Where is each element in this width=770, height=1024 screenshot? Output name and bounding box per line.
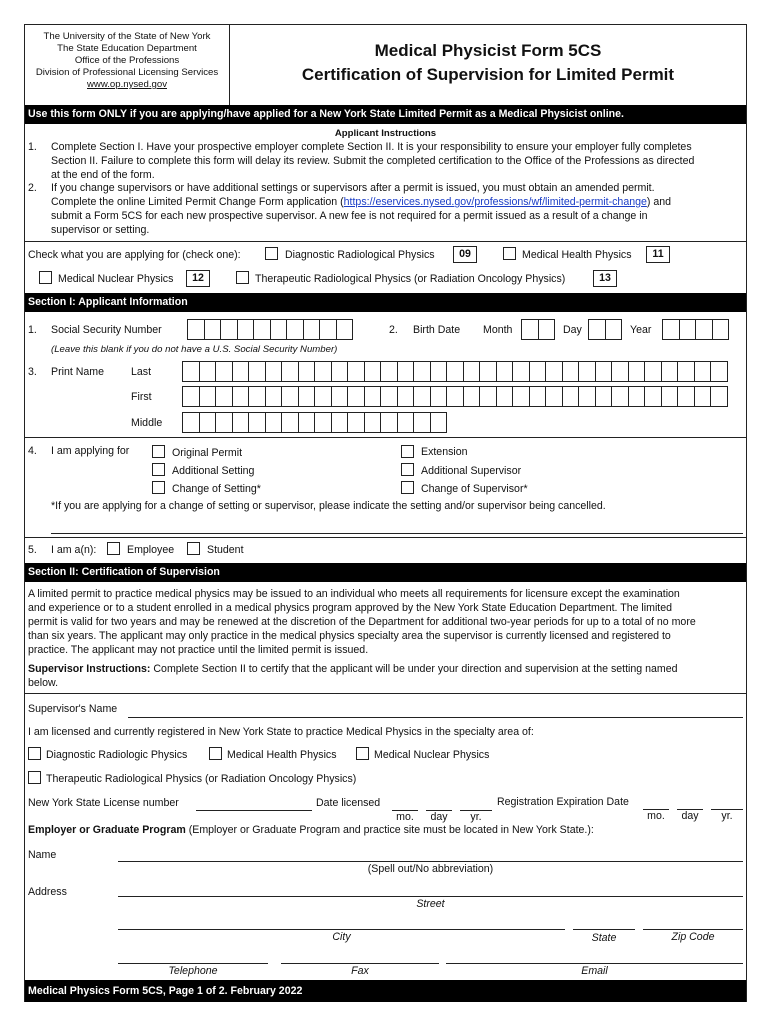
zip-line[interactable] [643, 929, 743, 930]
date-licensed-label: Date licensed [316, 797, 381, 809]
instruction-text: submit a Form 5CS for each new prospective supervisor. A new fee is not required for a permit issued as a result of a change in [51, 210, 648, 222]
field-number: 5. [28, 544, 37, 556]
yr-caption: yr. [470, 811, 482, 823]
agency-website-link[interactable]: www.op.nysed.gov [87, 79, 167, 90]
apply-option-label: Change of Setting* [172, 483, 261, 495]
supervisor-instructions-heading: Supervisor Instructions: [28, 663, 151, 675]
divider [25, 537, 746, 538]
supervisor-name-line[interactable] [128, 717, 743, 718]
supervisor-instructions-text: Complete Section II to certify that the applicant will be under your direction and supervision at the setting named [150, 663, 678, 675]
zip-caption: Zip Code [671, 931, 715, 943]
city-caption: City [332, 931, 351, 943]
employer-name-line[interactable] [118, 861, 743, 862]
divider [25, 693, 746, 694]
student-label: Student [207, 544, 244, 556]
first-name-grid[interactable] [182, 386, 728, 407]
address-label: Address [28, 886, 67, 898]
agency-line: Office of the Professions [74, 55, 180, 66]
birth-day-grid[interactable] [588, 319, 622, 340]
supervisor-instructions-text: below. [28, 677, 59, 689]
option-label: Diagnostic Radiological Physics [285, 249, 435, 261]
code-box: 11 [646, 246, 670, 263]
apply-option-label: Additional Supervisor [421, 465, 522, 477]
spell-out-caption: (Spell out/No abbreviation) [367, 863, 494, 875]
section2-paragraph: than six years. The applicant may only practice in the medical physics specialty area the supervisor is currently licensed and registered to [28, 630, 671, 642]
instruction-text-part: Complete the online Limited Permit Change Form application ( [51, 196, 344, 208]
fax-line[interactable] [281, 963, 439, 964]
last-name-grid[interactable] [182, 361, 728, 382]
checkbox-medical-nuclear-physics[interactable] [356, 747, 369, 760]
employer-heading-bold: Employer or Graduate Program [28, 824, 186, 836]
checkbox-therapeutic-radiological[interactable] [236, 271, 249, 284]
instructions-heading: Applicant Instructions [334, 128, 437, 139]
fax-caption: Fax [351, 965, 369, 977]
specialty-label: Diagnostic Radiologic Physics [46, 749, 188, 761]
form-title: Medical Physicist Form 5CS [374, 41, 602, 60]
section2-paragraph: and experience or to a student enrolled in a medical physics program approved by the New York State Education Department. The limited [28, 602, 673, 614]
birth-year-grid[interactable] [662, 319, 729, 340]
applying-for-prompt: Check what you are applying for (check one): [28, 249, 241, 261]
day-caption: day [681, 810, 699, 822]
section1-bar: Section I: Applicant Information [25, 293, 746, 312]
agency-line: The University of the State of New York [43, 31, 211, 42]
license-number-line[interactable] [196, 810, 312, 811]
checkbox-change-of-supervisor[interactable] [401, 481, 414, 494]
apply-option-label: Extension [421, 446, 468, 458]
instruction-text: Complete Section I. Have your prospective employer complete Section II. It is your responsibility to ensure your employer fully completes [51, 141, 692, 153]
apply-option-label: Change of Supervisor* [421, 483, 528, 495]
telephone-caption: Telephone [168, 965, 218, 977]
email-caption: Email [581, 965, 608, 977]
apply-option-label: Additional Setting [172, 465, 255, 477]
year-label: Year [630, 324, 652, 336]
code-box: 09 [453, 246, 477, 263]
employer-heading [28, 824, 594, 837]
limited-permit-change-link[interactable]: https://eservices.nysed.gov/professions/wf/limited-permit-change [343, 196, 647, 208]
mo-caption: mo. [396, 811, 414, 823]
instruction-text: If you change supervisors or have additional settings or supervisors after a permit is issued, you must obtain an amended permit. [51, 182, 655, 194]
registration-expiration-label: Registration Expiration Date [497, 796, 629, 808]
specialty-label: Medical Nuclear Physics [374, 749, 490, 761]
supervisor-name-label: Supervisor's Name [28, 703, 118, 715]
employee-label: Employee [127, 544, 175, 556]
instruction-text [51, 196, 671, 209]
checkbox-student[interactable] [187, 542, 200, 555]
form-subtitle: Certification of Supervision for Limited Permit [301, 65, 675, 84]
yr-caption: yr. [721, 810, 733, 822]
i-am-label: I am a(n): [51, 544, 97, 556]
print-name-label: Print Name [51, 366, 104, 378]
code-box: 13 [593, 270, 617, 287]
state-line[interactable] [573, 929, 635, 930]
checkbox-employee[interactable] [107, 542, 120, 555]
checkbox-extension[interactable] [401, 445, 414, 458]
ssn-label: Social Security Number [51, 324, 162, 336]
section2-paragraph: practice. The applicant may not practice until the limited permit is issued. [28, 644, 369, 656]
option-label: Medical Nuclear Physics [58, 273, 174, 285]
birth-date-label: Birth Date [413, 324, 461, 336]
section2-paragraph: A limited permit to practice medical physics may be issued to an individual who meets all requirements for licensure except the examination [28, 588, 680, 600]
instruction-text: at the end of the form. [51, 169, 155, 181]
middle-name-label: Middle [131, 417, 163, 429]
checkbox-additional-setting[interactable] [152, 463, 165, 476]
apply-option-label: Original Permit [172, 447, 243, 459]
instruction-text-part: ) and [646, 196, 672, 208]
checkbox-additional-supervisor[interactable] [401, 463, 414, 476]
street-line[interactable] [118, 896, 743, 897]
notice-bar: Use this form ONLY if you are applying/have applied for a New York State Limited Permit as a Medical Physicist online. [25, 105, 746, 124]
field-number: 2. [389, 324, 398, 336]
checkbox-diagnostic-radiologic-physics[interactable] [28, 747, 41, 760]
checkbox-change-of-setting[interactable] [152, 481, 165, 494]
field-number: 4. [28, 445, 37, 457]
checkbox-diagnostic-radiological[interactable] [265, 247, 278, 260]
day-caption: day [430, 811, 448, 823]
option-label: Therapeutic Radiological Physics (or Radiation Oncology Physics) [255, 273, 566, 285]
checkbox-medical-health-physics[interactable] [209, 747, 222, 760]
cancelled-setting-line[interactable] [51, 533, 743, 534]
employer-heading-text: (Employer or Graduate Program and practice site must be located in New York State.): [185, 824, 594, 836]
form-page [24, 24, 747, 1002]
employer-name-label: Name [28, 849, 57, 861]
field-number: 1. [28, 324, 37, 336]
divider [25, 241, 746, 242]
state-caption: State [591, 932, 617, 944]
license-number-label: New York State License number [28, 797, 179, 809]
checkbox-original-permit[interactable] [152, 445, 165, 458]
specialty-label: Medical Health Physics [227, 749, 337, 761]
checkbox-therapeutic-radiological-physics[interactable] [28, 771, 41, 784]
instruction-text: supervisor or setting. [51, 224, 150, 236]
agency-line: Division of Professional Licensing Services [35, 67, 219, 78]
day-label: Day [563, 324, 582, 336]
instruction-number: 2. [28, 182, 37, 194]
checkbox-medical-nuclear[interactable] [39, 271, 52, 284]
applying-for-label: I am applying for [51, 445, 130, 457]
agency-line: The State Education Department [57, 43, 197, 54]
section2-bar: Section II: Certification of Supervision [25, 563, 746, 582]
agency-block [25, 25, 230, 105]
telephone-line[interactable] [118, 963, 268, 964]
licensed-statement: I am licensed and currently registered in New York State to practice Medical Physics in the specialty area of: [28, 726, 534, 738]
field-number: 3. [28, 366, 37, 378]
option-label: Medical Health Physics [522, 249, 632, 261]
apply-note: *If you are applying for a change of setting or supervisor, please indicate the setting and/or supervisor being cancelled. [51, 500, 606, 512]
mo-caption: mo. [647, 810, 665, 822]
last-name-label: Last [131, 366, 152, 378]
first-name-label: First [131, 391, 152, 403]
section2-paragraph: permit is valid for two years and may be renewed at the discretion of the Department for additional two-year periods for up to a total of no more [28, 616, 696, 628]
footer-bar: Medical Physics Form 5CS, Page 1 of 2. February 2022 [25, 980, 746, 1002]
street-caption: Street [416, 898, 445, 910]
checkbox-medical-health[interactable] [503, 247, 516, 260]
email-line[interactable] [446, 963, 743, 964]
instruction-text: Section II. Failure to complete this form will delay its review. Submit the completed certification to the Office of the Professions as directed [51, 155, 695, 167]
birth-month-grid[interactable] [521, 319, 555, 340]
ssn-note: (Leave this blank if you do not have a U.S. Social Security Number) [51, 344, 338, 355]
divider [25, 437, 746, 438]
specialty-label: Therapeutic Radiological Physics (or Radiation Oncology Physics) [46, 773, 357, 785]
city-line[interactable] [118, 929, 565, 930]
month-label: Month [483, 324, 513, 336]
instruction-number: 1. [28, 141, 37, 153]
middle-name-grid[interactable] [182, 412, 447, 433]
supervisor-instructions [28, 663, 678, 676]
code-box: 12 [186, 270, 210, 287]
ssn-input-grid[interactable] [187, 319, 353, 340]
